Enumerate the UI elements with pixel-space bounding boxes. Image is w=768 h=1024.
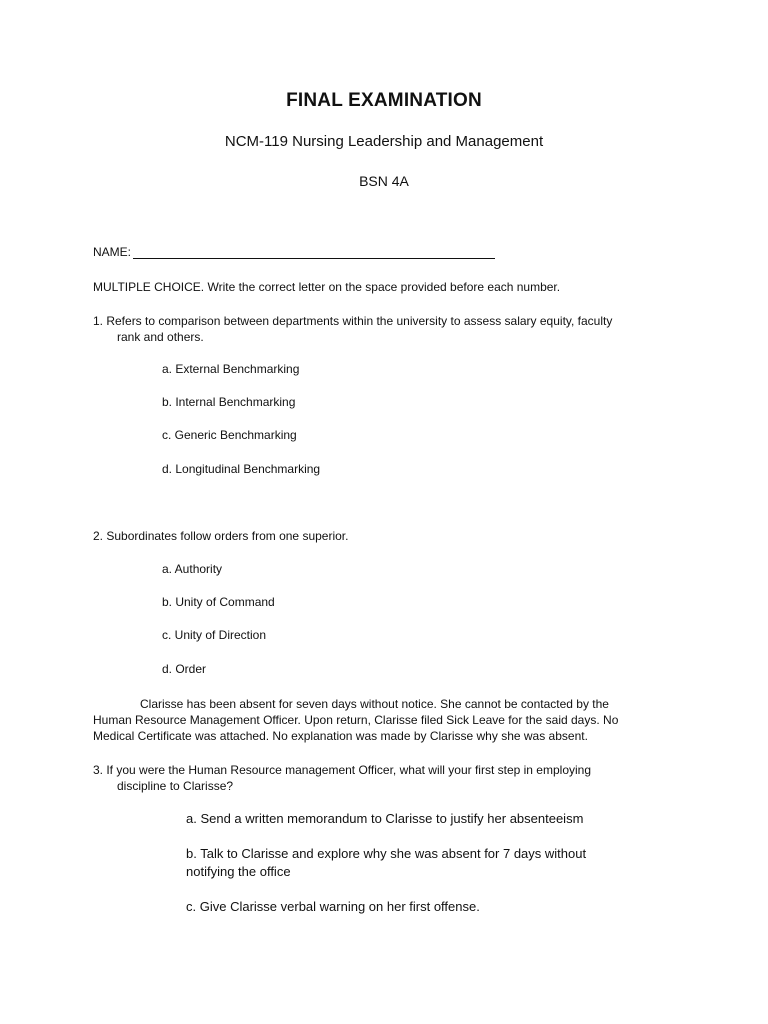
question-3-choice-b-cont: notifying the office: [186, 864, 291, 879]
question-3-choice-a: a. Send a written memorandum to Clarisse to justify her absenteeism: [186, 811, 584, 826]
question-1-choice-d: d. Longitudinal Benchmarking: [162, 462, 321, 476]
course-title: NCM-119 Nursing Leadership and Management: [224, 133, 544, 150]
question-1-text-cont: rank and others.: [117, 330, 204, 344]
page-title: FINAL EXAMINATION: [286, 90, 482, 111]
question-1-choice-b: b. Internal Benchmarking: [162, 395, 296, 409]
name-field: [93, 245, 495, 259]
question-3-text: 3. If you were the Human Resource management Officer, what will your first step in employing: [93, 763, 592, 777]
question-1-choice-a: a. External Benchmarking: [162, 362, 300, 376]
question-2-choice-c: c. Unity of Direction: [162, 628, 267, 642]
question-3-choice-b: b. Talk to Clarisse and explore why she was absent for 7 days without: [186, 846, 587, 861]
scenario-line-2: Human Resource Management Officer. Upon return, Clarisse filed Sick Leave for the said days. No: [93, 713, 619, 727]
scenario-line-1: Clarisse has been absent for seven days without notice. She cannot be contacted by the: [140, 697, 609, 711]
section-label: BSN 4A: [359, 173, 409, 189]
question-1-text: 1. Refers to comparison between departments within the university to assess salary equity, faculty: [93, 314, 613, 328]
instructions: MULTIPLE CHOICE. Write the correct letter on the space provided before each number.: [93, 280, 561, 294]
question-1-choice-c: c. Generic Benchmarking: [162, 428, 297, 442]
name-label: NAME:: [93, 245, 132, 259]
question-3-text-cont: discipline to Clarisse?: [117, 779, 234, 793]
question-2-choice-d: d. Order: [162, 662, 207, 676]
question-2-choice-a: a. Authority: [162, 562, 223, 576]
name-blank-line: [133, 246, 495, 259]
question-3-choice-c: c. Give Clarisse verbal warning on her first offense.: [186, 899, 480, 914]
question-2-text: 2. Subordinates follow orders from one superior.: [93, 529, 349, 543]
scenario-line-3: Medical Certificate was attached. No explanation was made by Clarisse why she was absent.: [93, 729, 588, 743]
question-2-choice-b: b. Unity of Command: [162, 595, 275, 609]
